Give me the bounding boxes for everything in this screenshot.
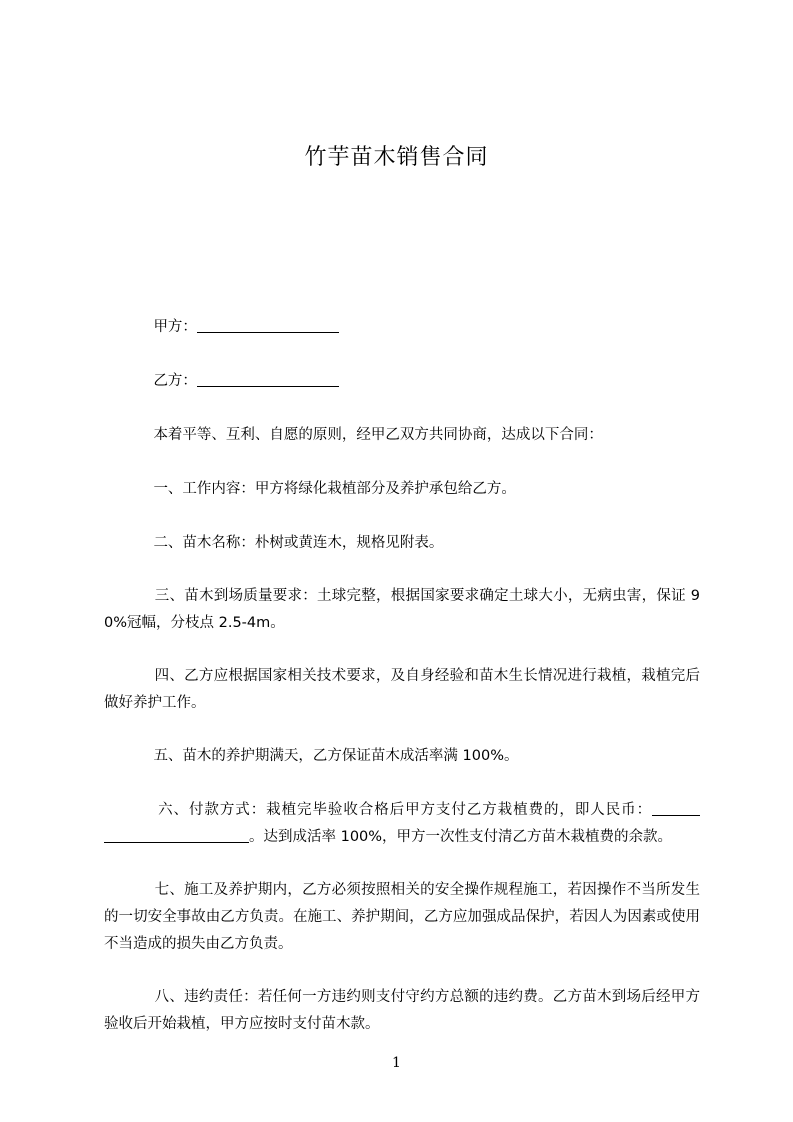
clause-text: 五、苗木的养护期满天，乙方保证苗木成活率满 100%。 — [153, 748, 519, 764]
clause-text-continued: 。达到成活率 100%，甲方一次性支付清乙方苗木栽植费的余款。 — [249, 829, 673, 845]
party-b-label: 乙方： — [153, 373, 197, 389]
party-a-blank — [197, 318, 339, 333]
intro-text: 本着平等、互利、自愿的原则，经甲乙双方共同协商，达成以下合同： — [153, 427, 603, 443]
page-number: 1 — [392, 1055, 401, 1071]
clause-text: 六、付款方式：栽植完毕验收合格后甲方支付乙方栽植费的，即人民币： — [157, 802, 653, 818]
clause-text: 七、施工及养护期内，乙方必须按照相关的安全操作规程施工，若因操作不当所发生的一切安全事故由乙方负责。在施工、养护期间，乙方应加强成品保护，若因人为因素或使用不当造成的损失由乙方负责。 — [104, 882, 700, 952]
clause-8 — [104, 957, 700, 1065]
payment-blank — [652, 801, 700, 816]
payment-blank-continued — [104, 828, 249, 843]
document-title: 竹芋苗木销售合同 — [304, 145, 489, 170]
party-a-label: 甲方： — [153, 319, 197, 335]
clause-text: 三、苗木到场质量要求：土球完整，根据国家要求确定土球大小，无病虫害，保证 90%冠幅，分枝点 2.5-4m。 — [104, 588, 700, 631]
clause-text: 八、违约责任：若任何一方违约则支付守约方总额的违约费。乙方苗木到场后经甲方验收后开始栽植，甲方应按时支付苗木款。 — [104, 989, 700, 1032]
clause-text: 二、苗木名称：朴树或黄连木，规格见附表。 — [153, 535, 444, 551]
party-b-blank — [197, 372, 339, 387]
clause-text: 一、工作内容：甲方将绿化栽植部分及养护承包给乙方。 — [153, 481, 516, 497]
clause-text: 四、乙方应根据国家相关技术要求，及自身经验和苗木生长情况进行栽植，栽植完后做好养护工作。 — [104, 668, 700, 711]
